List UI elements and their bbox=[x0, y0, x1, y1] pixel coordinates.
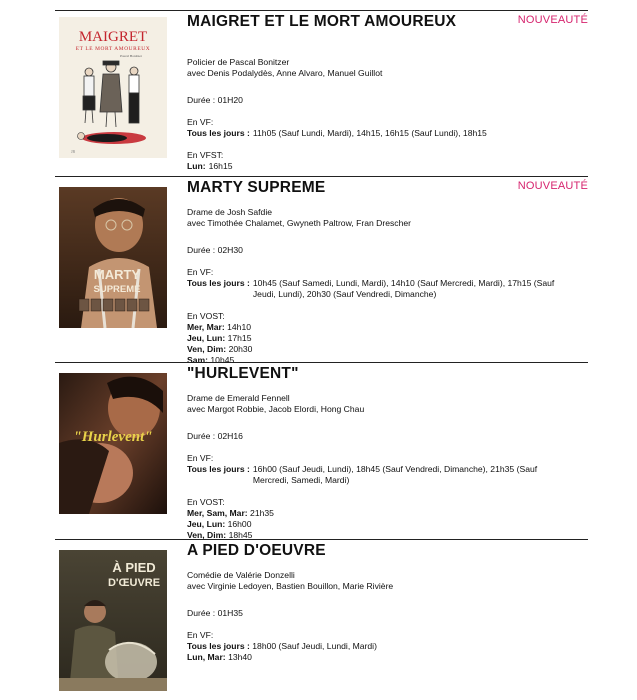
version-label: En VF: bbox=[187, 453, 214, 463]
movie-duration: Durée : 01H20 bbox=[187, 95, 243, 105]
schedule-row bbox=[187, 508, 567, 519]
movie-poster[interactable] bbox=[59, 373, 167, 514]
schedule-days: Ven, Dim: bbox=[187, 530, 227, 540]
schedule-times: 21h35 bbox=[250, 508, 274, 518]
version-label: En VF: bbox=[187, 117, 214, 127]
movie-poster[interactable] bbox=[59, 17, 167, 158]
poster-art bbox=[59, 187, 167, 328]
movie-duration: Durée : 02H16 bbox=[187, 431, 243, 441]
schedule-days: Jeu, Lun: bbox=[187, 333, 226, 343]
movie-cast: avec Margot Robbie, Jacob Elordi, Hong Chau bbox=[187, 404, 365, 414]
schedule-times: 13h40 bbox=[228, 652, 252, 662]
svg-text:JB: JB bbox=[71, 149, 76, 154]
schedule-times: 10h45 bbox=[210, 355, 235, 365]
movie-info bbox=[187, 57, 567, 172]
schedule-days: Sam: bbox=[187, 355, 209, 365]
schedule-times: 20h30 bbox=[228, 344, 253, 354]
movie-genre: Drame de Emerald Fennell bbox=[187, 393, 290, 403]
movie-card bbox=[55, 362, 588, 539]
poster-title-text: "Hurlevent" bbox=[73, 429, 153, 445]
version-label: En VOST: bbox=[187, 311, 225, 321]
poster-subtitle-text: SUPREME bbox=[93, 284, 141, 295]
schedule-row bbox=[187, 641, 567, 652]
schedule-days: Tous les jours : bbox=[187, 128, 250, 138]
poster-title-text: MARTY bbox=[93, 267, 141, 282]
schedule-days: Ven, Dim: bbox=[187, 344, 227, 354]
schedule-days: Tous les jours : bbox=[187, 641, 250, 651]
schedule-times: 10h45 (Sauf Samedi, Lundi, Mardi), 14h10 (Sauf Mercredi, Mardi), 17h15 (Sauf Jeudi, Lundi), 20h30 (Sauf Vendredi, Dimanche) bbox=[252, 278, 555, 299]
schedule-days: Lun: bbox=[187, 161, 206, 171]
movie-card bbox=[55, 176, 588, 365]
movie-info bbox=[187, 393, 567, 541]
movie-cast: avec Denis Podalydès, Anne Alvaro, Manuel Guillot bbox=[187, 68, 383, 78]
movie-title[interactable]: A PIED D'OEUVRE bbox=[187, 542, 326, 559]
schedule-times: 14h10 bbox=[227, 322, 252, 332]
schedule-times: 17h15 bbox=[227, 333, 252, 343]
movie-title[interactable]: MARTY SUPREME bbox=[187, 179, 326, 196]
poster-credit-text: Pascal Bonitzer bbox=[120, 54, 142, 58]
schedule-row bbox=[187, 464, 567, 486]
movie-duration: Durée : 01H35 bbox=[187, 608, 243, 618]
schedule-days: Tous les jours : bbox=[187, 278, 250, 288]
poster-subtitle-text: D'ŒUVRE bbox=[107, 577, 161, 589]
schedule-row bbox=[187, 344, 567, 355]
schedule-times: 16h15 bbox=[208, 161, 233, 171]
movie-title[interactable]: MAIGRET ET LE MORT AMOUREUX bbox=[187, 13, 457, 30]
movie-duration: Durée : 02H30 bbox=[187, 245, 243, 255]
movie-card bbox=[55, 539, 588, 700]
movie-cast: avec Virginie Ledoyen, Bastien Bouillon, Marie Rivière bbox=[187, 581, 394, 591]
schedule-row bbox=[187, 652, 567, 663]
movie-genre: Comédie de Valérie Donzelli bbox=[187, 570, 295, 580]
schedule-times: 18h00 (Sauf Jeudi, Lundi, Mardi) bbox=[252, 641, 377, 651]
movie-genre: Policier de Pascal Bonitzer bbox=[187, 57, 290, 67]
schedule-days: Lun, Mar: bbox=[187, 652, 226, 662]
schedule-times: 16h00 (Sauf Jeudi, Lundi), 18h45 (Sauf Vendredi, Dimanche), 21h35 (Sauf Mercredi, Samedi, Mardi) bbox=[252, 464, 538, 485]
poster-art bbox=[59, 17, 167, 158]
schedule-row bbox=[187, 128, 567, 139]
movie-poster[interactable] bbox=[59, 187, 167, 328]
poster-title-text: À PIED bbox=[112, 560, 156, 575]
poster-art bbox=[59, 373, 167, 514]
version-label: En VF: bbox=[187, 267, 214, 277]
schedule-row bbox=[187, 161, 567, 172]
movie-title[interactable]: "HURLEVENT" bbox=[187, 365, 299, 382]
schedule-row bbox=[187, 519, 567, 530]
schedule-days: Mer, Mar: bbox=[187, 322, 225, 332]
movie-poster[interactable] bbox=[59, 550, 167, 691]
new-badge: NOUVEAUTÉ bbox=[517, 180, 588, 192]
poster-subtitle-text: ET LE MORT AMOUREUX bbox=[75, 46, 151, 52]
schedule-days: Tous les jours : bbox=[187, 464, 250, 474]
schedule-times: 16h00 bbox=[227, 519, 252, 529]
schedule-row bbox=[187, 333, 567, 344]
movie-card bbox=[55, 10, 588, 176]
schedule-days: Jeu, Lun: bbox=[187, 519, 226, 529]
movie-info bbox=[187, 207, 567, 366]
schedule-times: 18h45 bbox=[228, 530, 253, 540]
movie-cast: avec Timothée Chalamet, Gwyneth Paltrow, Fran Drescher bbox=[187, 218, 412, 228]
version-label: En VOST: bbox=[187, 497, 225, 507]
movie-info bbox=[187, 570, 567, 663]
poster-art bbox=[59, 550, 167, 691]
movie-genre: Drame de Josh Safdie bbox=[187, 207, 273, 217]
schedule-row bbox=[187, 278, 567, 300]
version-label: En VF: bbox=[187, 630, 214, 640]
schedule-row bbox=[187, 322, 567, 333]
new-badge: NOUVEAUTÉ bbox=[517, 14, 588, 26]
version-label: En VFST: bbox=[187, 150, 224, 160]
poster-title-text: MAIGRET bbox=[78, 29, 148, 45]
schedule-times: 11h05 (Sauf Lundi, Mardi), 14h15, 16h15 (Sauf Lundi), 18h15 bbox=[252, 128, 487, 138]
schedule-days: Mer, Sam, Mar: bbox=[187, 508, 248, 518]
